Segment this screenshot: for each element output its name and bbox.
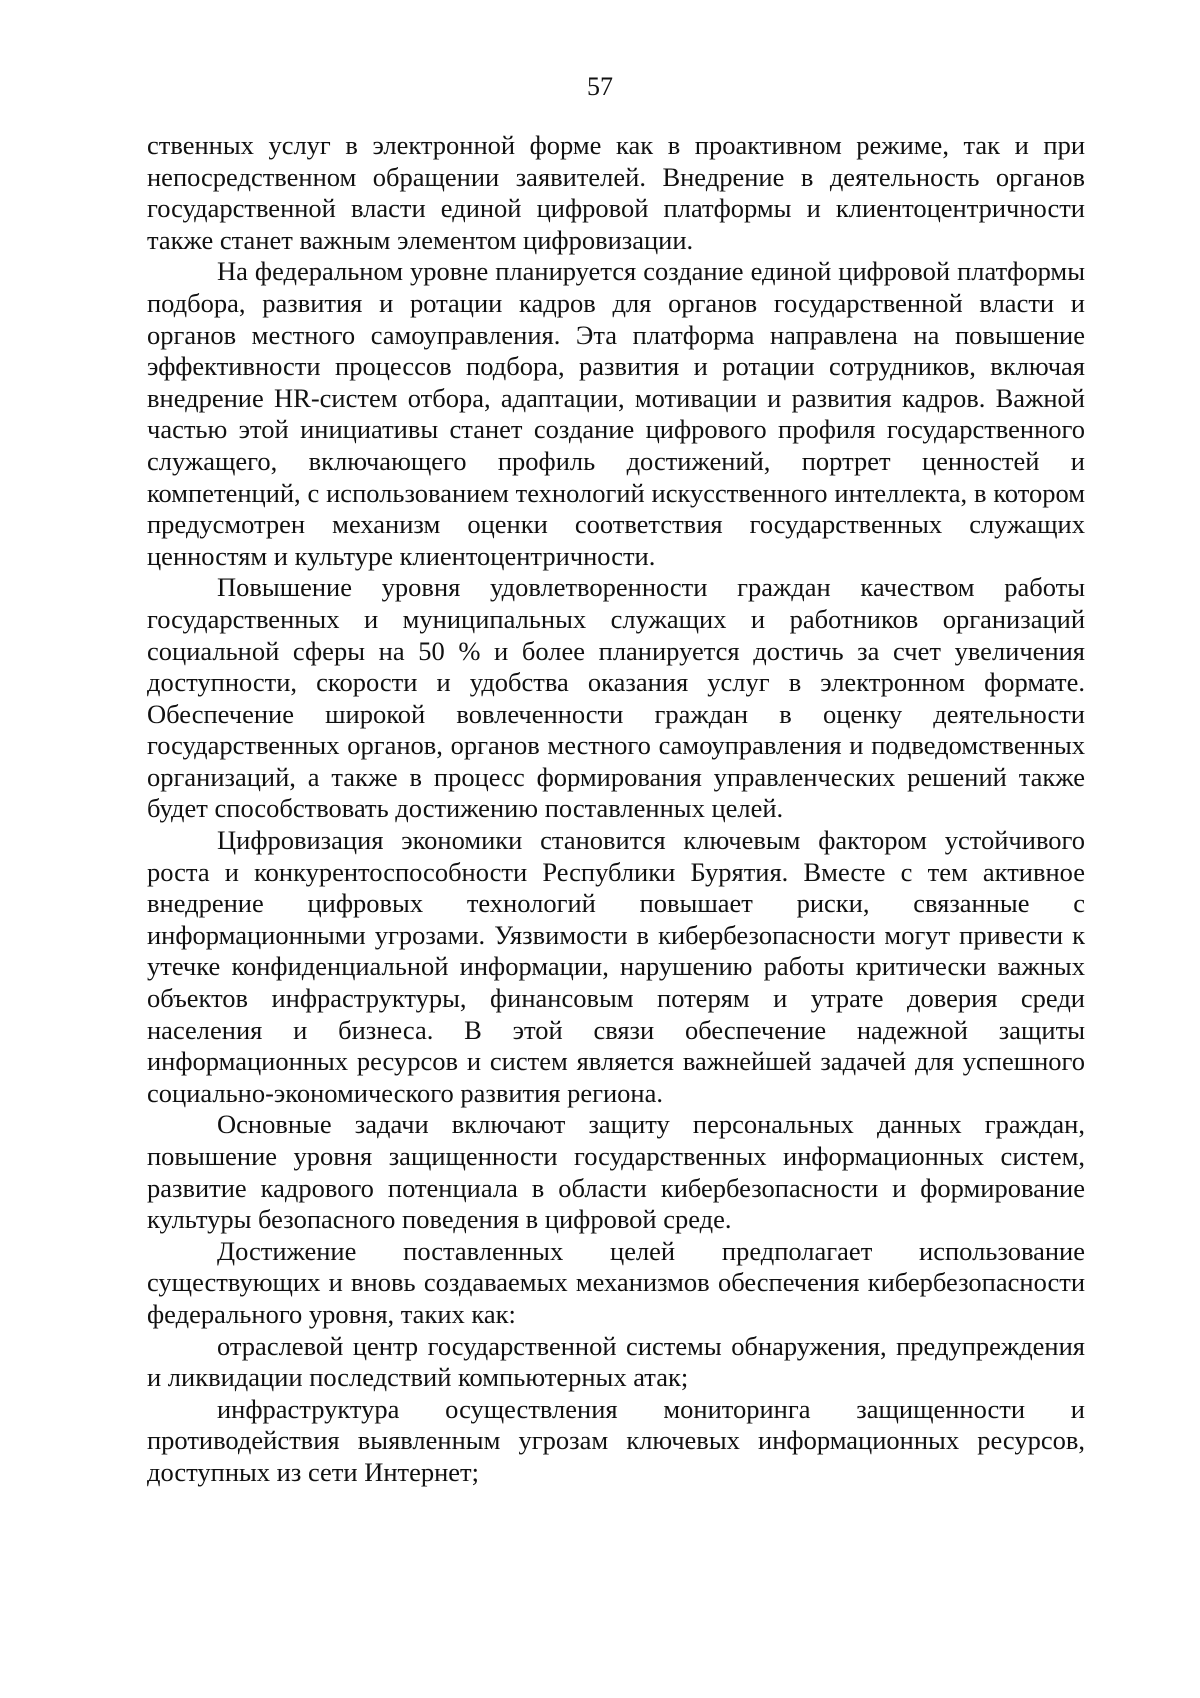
document-body [147, 130, 1085, 1489]
paragraph-hr-platform: На федеральном уровне планируется создание единой цифровой платформы подбора, развития и ротации кадров для органов государственной власти и органов местного самоуправления. Эта платформа направлена на повышение эффективности процессов подбора, развития и ротации сотрудников, включая внедрение HR-систем отбора, адаптации, мотивации и развития кадров. Важной частью этой инициативы станет создание цифрового профиля государственного служащего, включающего профиль достижений, портрет ценностей и компетенций, с использованием технологий искусственного интеллекта, в котором предусмотрен механизм оценки соответствия государственных служащих ценностям и культуре клиентоцентричности. [147, 256, 1085, 571]
paragraph-continuation: ственных услуг в электронной форме как в проактивном режиме, так и при непосредственном обращении заявителей. Внедрение в деятельность органов государственной власти единой цифровой платформы и клиентоцентричности также станет важным элементом цифровизации. [147, 130, 1085, 255]
paragraph-digitalization-risks: Цифровизация экономики становится ключевым фактором устойчивого роста и конкурентоспособности Республики Бурятия. Вместе с тем активное внедрение цифровых технологий повышает риски, связанные с информационными угрозами. Уязвимости в кибербезопасности могут привести к утечке конфиденциальной информации, нарушению работы критически важных объектов инфраструктуры, финансовым потерям и утрате доверия среди населения и бизнеса. В этой связи обеспечение надежной защиты информационных ресурсов и систем является важнейшей задачей для успешного социально-экономического развития региона. [147, 825, 1085, 1108]
paragraph-main-tasks: Основные задачи включают защиту персональных данных граждан, повышение уровня защищенности государственных информационных систем, развитие кадрового потенциала в области кибербезопасности и формирование культуры безопасного поведения в цифровой среде. [147, 1109, 1085, 1235]
paragraph-citizen-satisfaction: Повышение уровня удовлетворенности граждан качеством работы государственных и муниципальных служащих и работников организаций социальной сферы на 50 % и более планируется достичь за счет увеличения доступности, скорости и удобства оказания услуг в электронном формате. Обеспечение широкой вовлеченности граждан в оценку деятельности государственных органов, органов местного самоуправления и подведомственных организаций, а также в процесс формирования управленческих решений также будет способствовать достижению поставленных целей. [147, 572, 1085, 824]
page-number: 57 [587, 72, 613, 101]
list-item-monitoring-infrastructure: инфраструктура осуществления мониторинга защищенности и противодействия выявленным угрозам ключевых информационных ресурсов, доступных из сети Интернет; [147, 1393, 1085, 1487]
paragraph-goal-achievement: Достижение поставленных целей предполагает использование существующих и вновь создаваемых механизмов обеспечения кибербезопасности федерального уровня, таких как: [147, 1235, 1085, 1329]
list-item-sectoral-center: отраслевой центр государственной системы обнаружения, предупреждения и ликвидации последствий компьютерных атак; [147, 1330, 1085, 1393]
